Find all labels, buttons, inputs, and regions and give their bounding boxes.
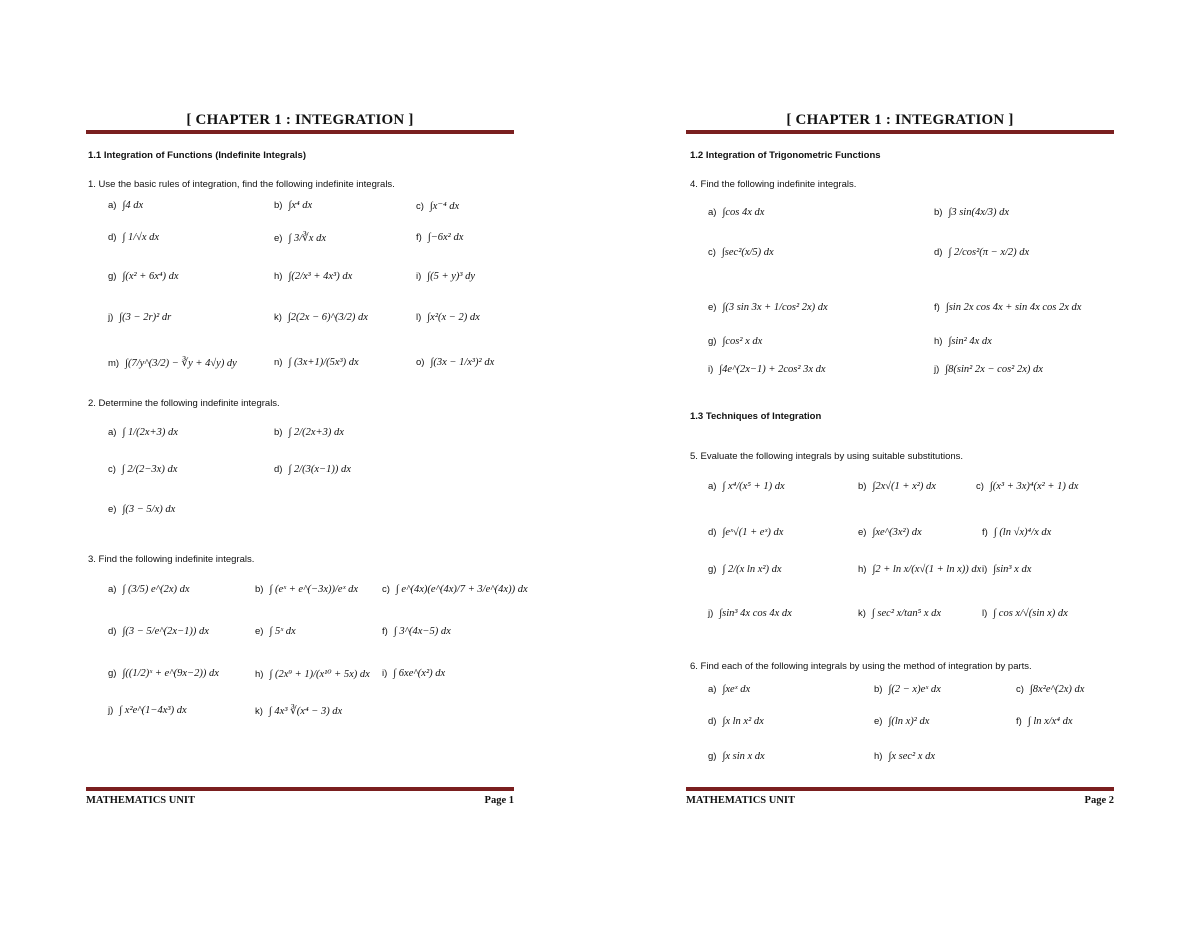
math-item: f) ∫−6x² dx [416,232,464,243]
math-item: o) ∫(3x − 1/x³)² dx [416,357,495,368]
math-item: h) ∫ (2x⁹ + 1)/(x¹⁰ + 5x) dx [255,669,370,680]
math-item: b) ∫ 2/(2x+3) dx [274,427,344,438]
math-item: l) ∫ cos x/√(sin x) dx [982,608,1068,619]
footer-page-number: Page 1 [484,795,514,806]
math-item: c) ∫8x²e^(2x) dx [1016,684,1085,695]
math-item: g) ∫cos² x dx [708,336,763,347]
header-rule [686,130,1114,134]
math-item: f) ∫ (ln √x)⁴/x dx [982,527,1052,538]
math-item: f) ∫ 3^(4x−5) dx [382,626,451,637]
math-item: b) ∫(2 − x)eˣ dx [874,684,941,695]
math-item: d) ∫eˣ√(1 + eˣ) dx [708,527,784,538]
math-item: d) ∫x ln x² dx [708,716,764,727]
math-item: n) ∫ (3x+1)/(5x³) dx [274,357,359,368]
math-item: c) ∫ 2/(2−3x) dx [108,464,178,475]
footer-unit: MATHEMATICS UNIT [686,795,795,806]
footer-unit: MATHEMATICS UNIT [86,795,195,806]
math-item: e) ∫ 3/∛x dx [274,233,327,244]
section-title: 1.3 Techniques of Integration [690,411,822,422]
math-item: g) ∫x sin x dx [708,751,765,762]
page-header: [ CHAPTER 1 : INTEGRATION ] [786,112,1014,128]
math-item: a) ∫cos 4x dx [708,207,765,218]
math-item: a) ∫4 dx [108,200,144,211]
math-item: b) ∫2x√(1 + x²) dx [858,481,936,492]
math-item: c) ∫ e^(4x)(e^(4x)/7 + 3/e^(4x)) dx [382,584,528,595]
math-item: i) ∫4e^(2x−1) + 2cos² 3x dx [708,364,826,375]
math-item: j) ∫ x²e^(1−4x³) dx [108,705,187,716]
math-item: j) ∫8(sin² 2x − cos² 2x) dx [934,364,1043,375]
question-4-text: 4. Find the following indefinite integrals. [690,179,857,190]
math-item: g) ∫ 2/(x ln x²) dx [708,564,782,575]
math-item: a) ∫ (3/5) e^(2x) dx [108,584,190,595]
footer-rule [686,787,1114,791]
math-item: a) ∫xeˣ dx [708,684,751,695]
math-item: e) ∫(3 sin 3x + 1/cos² 2x) dx [708,302,828,313]
math-item: f) ∫ ln x/x⁴ dx [1016,716,1073,727]
math-item: i) ∫sin³ x dx [982,564,1032,575]
question-5-text: 5. Evaluate the following integrals by using suitable substitutions. [690,451,964,462]
math-item: k) ∫ sec² x/tan⁵ x dx [858,608,942,619]
math-item: b) ∫ (eˣ + e^(−3x))/eˣ dx [255,584,359,595]
math-item: j) ∫sin³ 4x cos 4x dx [708,608,792,619]
math-item: k) ∫ 4x³ ∛(x⁴ − 3) dx [255,706,343,717]
math-item: g) ∫((1/2)ˣ + e^(9x−2)) dx [108,668,219,679]
math-item: g) ∫(x² + 6x⁴) dx [108,271,179,282]
math-item: k) ∫2(2x − 6)^(3/2) dx [274,312,368,323]
question-3-text: 3. Find the following indefinite integrals. [88,554,255,565]
question-1-text: 1. Use the basic rules of integration, find the following indefinite integrals. [88,179,395,190]
math-item: j) ∫(3 − 2r)² dr [108,312,172,323]
section-title: 1.2 Integration of Trigonometric Functions [690,150,881,161]
question-2-text: 2. Determine the following indefinite integrals. [88,398,280,409]
footer-page-number: Page 2 [1084,795,1114,806]
math-item: h) ∫(2/x³ + 4x³) dx [274,271,353,282]
math-item: h) ∫2 + ln x/(x√(1 + ln x)) dx [858,564,982,575]
math-item: c) ∫x⁻⁴ dx [416,201,460,212]
math-item: e) ∫xe^(3x²) dx [858,527,922,538]
math-item: d) ∫ 2/cos²(π − x/2) dx [934,247,1030,258]
math-item: i) ∫ 6xe^(x²) dx [382,668,446,679]
math-item: c) ∫sec²(x/5) dx [708,247,774,258]
math-item: d) ∫(3 − 5/e^(2x−1)) dx [108,626,209,637]
math-item: b) ∫x⁴ dx [274,200,313,211]
section-title: 1.1 Integration of Functions (Indefinite Integrals) [88,150,306,161]
math-item: d) ∫ 1/√x dx [108,232,160,243]
math-item: i) ∫(5 + y)³ dy [416,271,476,282]
header-rule [86,130,514,134]
math-item: c) ∫(x³ + 3x)⁴(x² + 1) dx [976,481,1079,492]
math-item: e) ∫(ln x)² dx [874,716,930,727]
math-item: h) ∫sin² 4x dx [934,336,992,347]
math-item: b) ∫3 sin(4x/3) dx [934,207,1010,218]
math-item: a) ∫ x⁴/(x⁵ + 1) dx [708,481,785,492]
math-item: e) ∫(3 − 5/x) dx [108,504,176,515]
page-2 [600,0,1200,927]
footer-rule [86,787,514,791]
page-header: [ CHAPTER 1 : INTEGRATION ] [186,112,414,128]
math-item: d) ∫ 2/(3(x−1)) dx [274,464,351,475]
math-item: m) ∫(7/y^(3/2) − ∛y + 4√y) dy [108,358,237,369]
math-item: h) ∫x sec² x dx [874,751,935,762]
math-item: a) ∫ 1/(2x+3) dx [108,427,178,438]
math-item: l) ∫x²(x − 2) dx [416,312,480,323]
question-6-text: 6. Find each of the following integrals by using the method of integration by parts. [690,661,1032,672]
math-item: f) ∫sin 2x cos 4x + sin 4x cos 2x dx [934,302,1082,313]
math-item: e) ∫ 5ˣ dx [255,626,296,637]
